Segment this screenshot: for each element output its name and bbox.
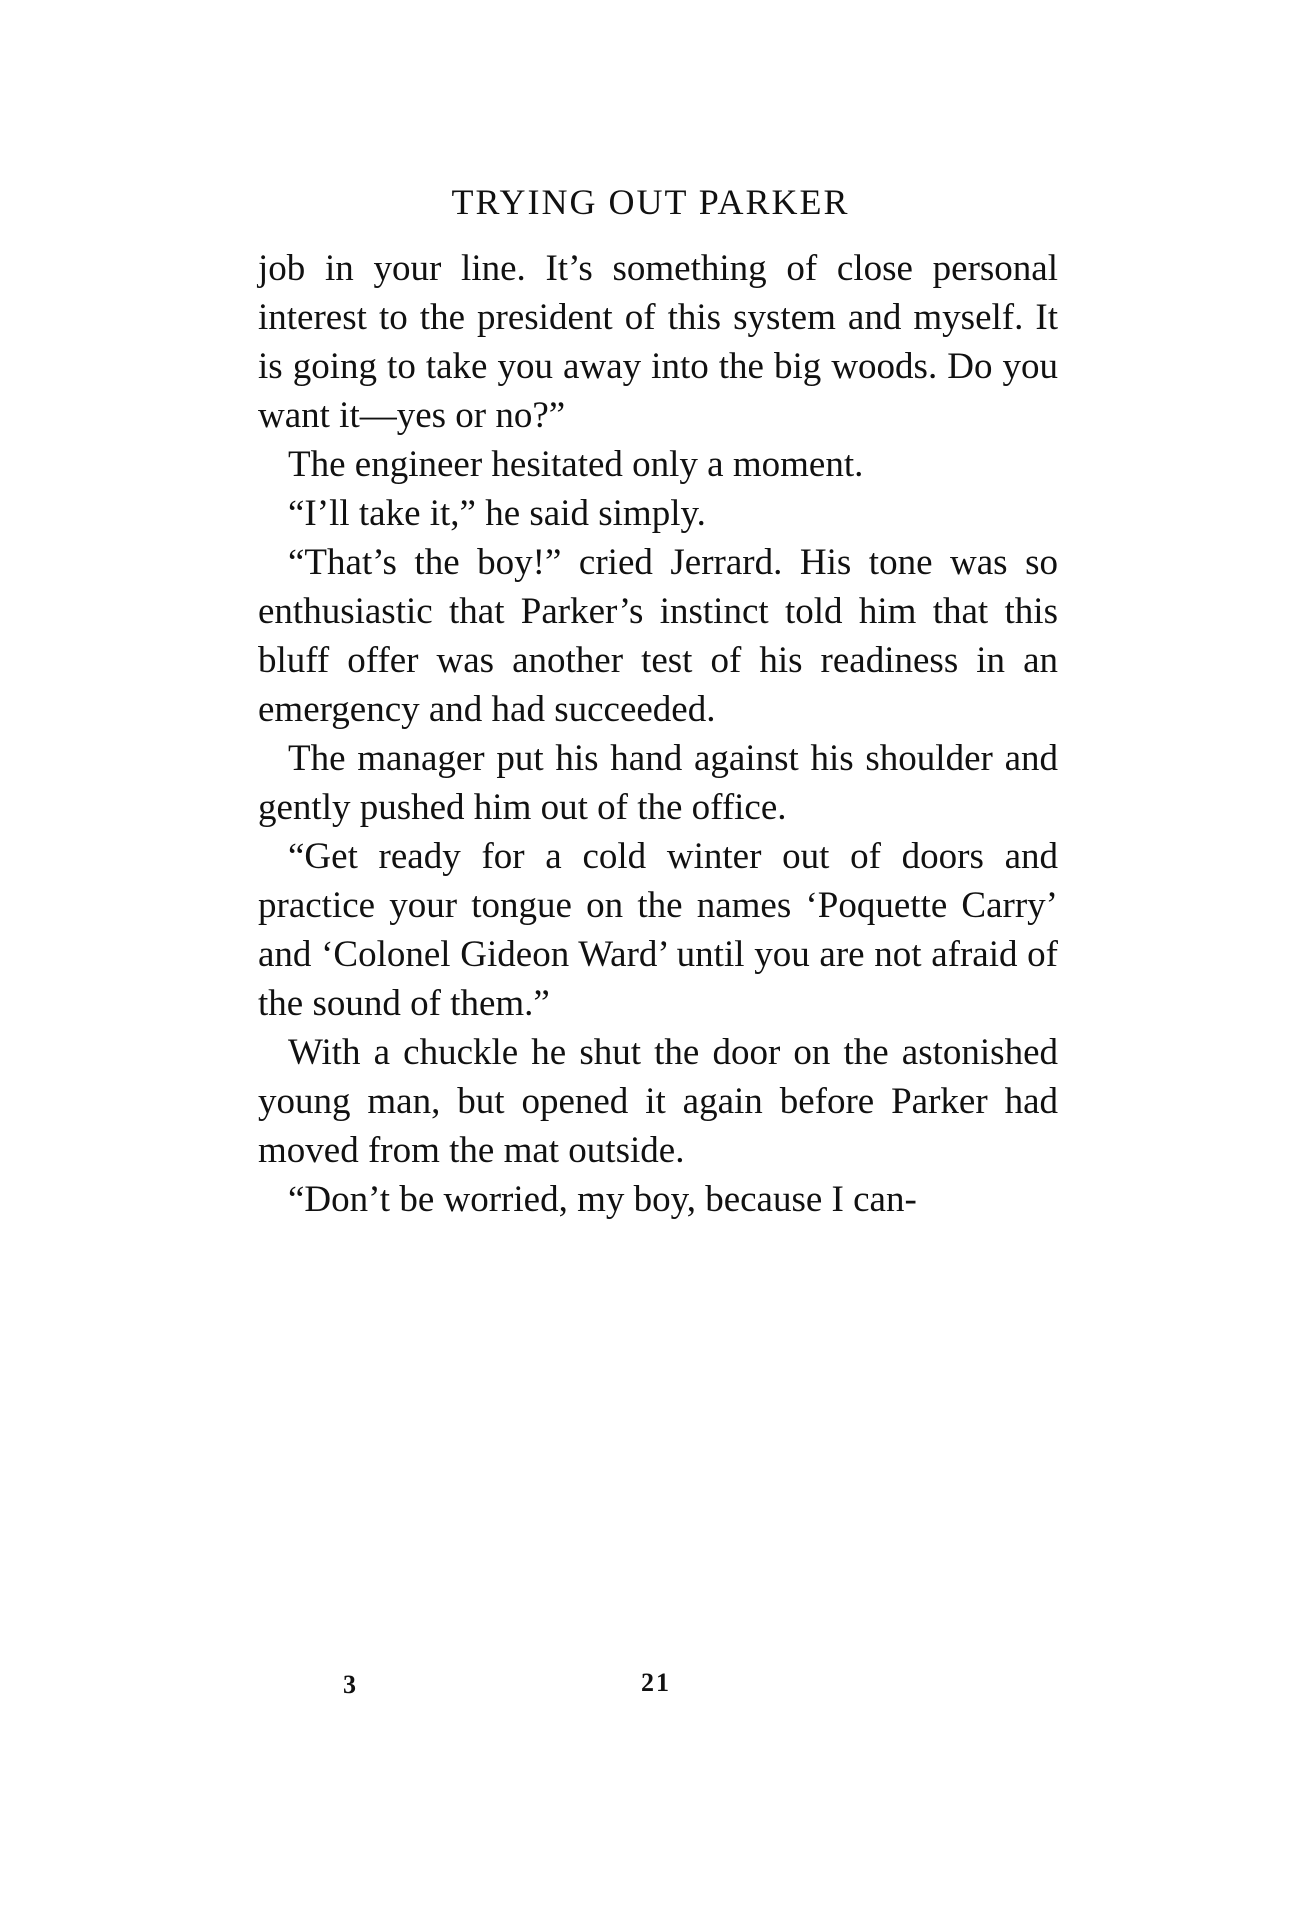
paragraph: The manager put his hand against his shoulder and gently pushed him out of the office.: [258, 738, 1058, 828]
paragraph: “That’s the boy!” cried Jerrard. His tone was so enthusiastic that Parker’s instinct told him that this bluff offer was another test of his readiness in an emergency and had succeeded.: [258, 542, 1058, 730]
paragraph: With a chuckle he shut the door on the astonished young man, but opened it again before Parker had moved from the mat outside.: [258, 1032, 1058, 1171]
body-text: [258, 244, 1058, 1224]
paragraph: “Don’t be worried, my boy, because I can-: [288, 1179, 917, 1220]
running-head: TRYING OUT PARKER: [451, 182, 850, 222]
paragraph: “I’ll take it,” he said simply.: [288, 493, 706, 534]
paragraph: “Get ready for a cold winter out of doors and practice your tongue on the names ‘Poquette Carry’ and ‘Colonel Gideon Ward’ until you are not afraid of the sound of them.”: [258, 836, 1058, 1024]
paragraph: The engineer hesitated only a moment.: [288, 444, 864, 485]
paragraph: job in your line. It’s something of close personal interest to the president of this system and myself. It is going to take you away into the big woods. Do you want it—yes or no?”: [258, 248, 1058, 436]
page-number: 21: [641, 1668, 671, 1697]
signature-mark: 3: [343, 1670, 356, 1699]
